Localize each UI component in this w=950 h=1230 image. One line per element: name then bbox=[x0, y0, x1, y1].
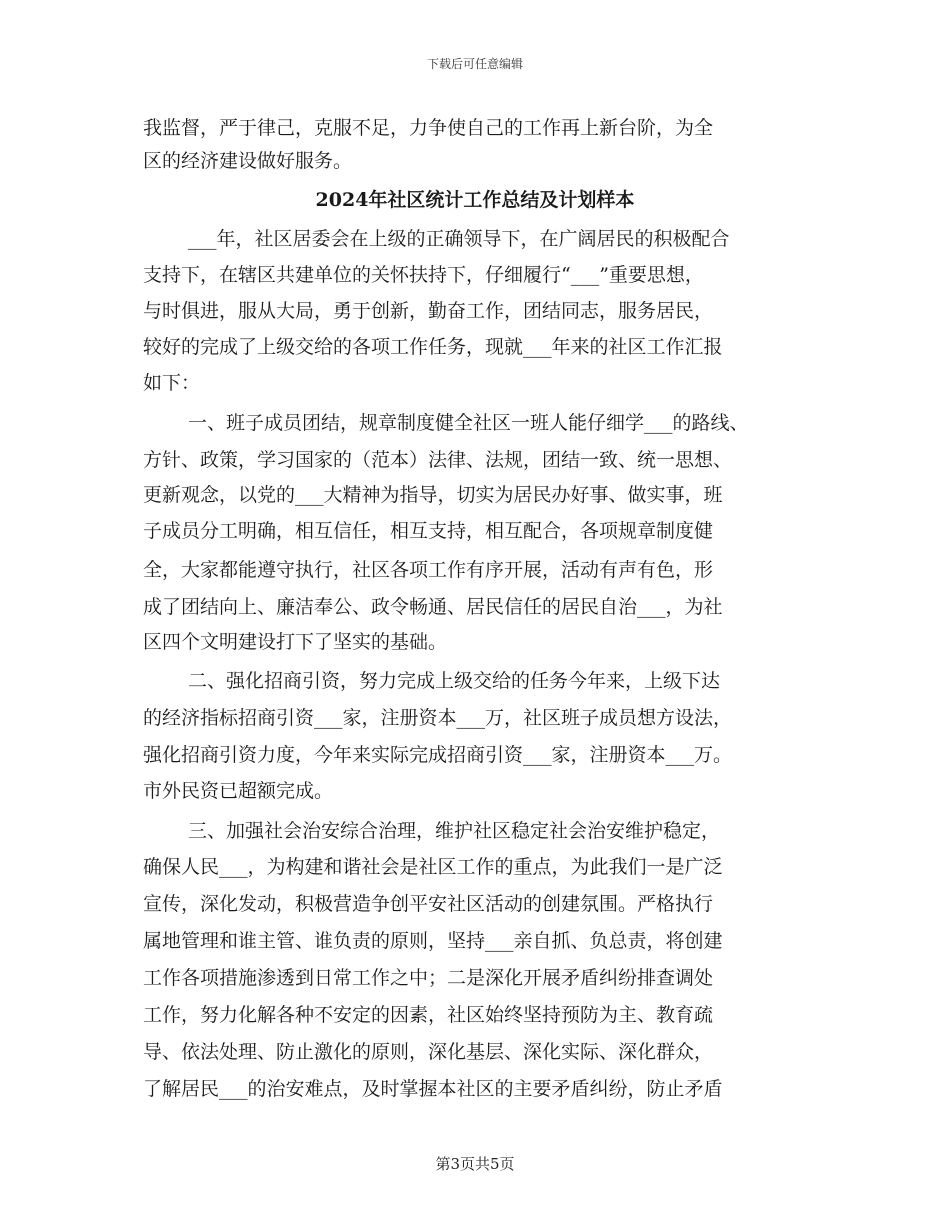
document-title: 2024年社区统计工作总结及计划样本 bbox=[315, 189, 635, 211]
body-line: 子成员分工明确，相互信任，相互支持，相互配合，各项规章制度健 bbox=[143, 520, 714, 542]
body-line: 支持下，在辖区共建单位的关怀扶持下，仔细履行“___”重要思想， bbox=[143, 264, 704, 286]
page-number-footer: 第3页共5页 bbox=[435, 1155, 515, 1173]
body-line: 属地管理和谁主管、谁负责的原则，坚持___亲自抓、负总责，将创建 bbox=[143, 930, 723, 952]
body-line: 较好的完成了上级交给的各项工作任务，现就___年来的社区工作汇报 bbox=[143, 336, 723, 358]
body-line: 市外民资已超额完成。 bbox=[143, 780, 334, 802]
body-line: 导、依法处理、防止激化的原则，深化基层、深化实际、深化群众， bbox=[143, 1041, 714, 1063]
body-line: 方针、政策，学习国家的（范本）法律、法规，团结一致、统一思想、 bbox=[143, 449, 733, 471]
body-line: 成了团结向上、廉洁奉公、政令畅通、居民信任的居民自治___，为社 bbox=[143, 596, 723, 618]
body-line: 与时俱进，服从大局，勇于创新，勤奋工作，团结同志，服务居民， bbox=[143, 300, 714, 322]
body-line: 了解居民___的治安难点，及时掌握本社区的主要矛盾纠纷，防止矛盾 bbox=[143, 1078, 723, 1100]
body-line: 一、班子成员团结，规章制度健全社区一班人能仔细学___的路线、 bbox=[188, 412, 749, 434]
body-line: 如下： bbox=[143, 372, 201, 394]
body-line: 宣传，深化发动，积极营造争创平安社区活动的创建氛围。严格执行 bbox=[143, 893, 714, 915]
body-line: 区的经济建设做好服务。 bbox=[143, 150, 353, 172]
body-line: 区四个文明建设打下了坚实的基础。 bbox=[143, 631, 448, 653]
body-line: 的经济指标招商引资___家，注册资本___万，社区班子成员想方设法， bbox=[143, 707, 733, 729]
body-line: 全，大家都能遵守执行，社区各项工作有序开展，活动有声有色，形 bbox=[143, 559, 714, 581]
body-line: 确保人民___，为构建和谐社会是社区工作的重点，为此我们一是广泛 bbox=[143, 856, 723, 878]
body-line: ___年，社区居委会在上级的正确领导下，在广阔居民的积极配合 bbox=[188, 228, 730, 250]
body-line: 三、加强社会治安综合治理，维护社区稳定社会治安维护稳定， bbox=[188, 820, 721, 842]
body-line: 工作各项措施渗透到日常工作之中；二是深化开展矛盾纠纷排查调处 bbox=[143, 967, 714, 989]
body-line: 二、强化招商引资，努力完成上级交给的任务今年来，上级下达 bbox=[188, 670, 721, 692]
page-header: 下载后可任意编辑 bbox=[426, 57, 523, 71]
body-line: 更新观念，以党的___大精神为指导，切实为居民办好事、做实事，班 bbox=[143, 484, 723, 506]
body-line: 工作，努力化解各种不安定的因素，社区始终坚持预防为主、教育疏 bbox=[143, 1004, 714, 1026]
body-line: 我监督，严于律己，克服不足，力争使自己的工作再上新台阶，为全 bbox=[143, 117, 714, 139]
body-line: 强化招商引资力度，今年来实际完成招商引资___家，注册资本___万。 bbox=[143, 744, 733, 766]
